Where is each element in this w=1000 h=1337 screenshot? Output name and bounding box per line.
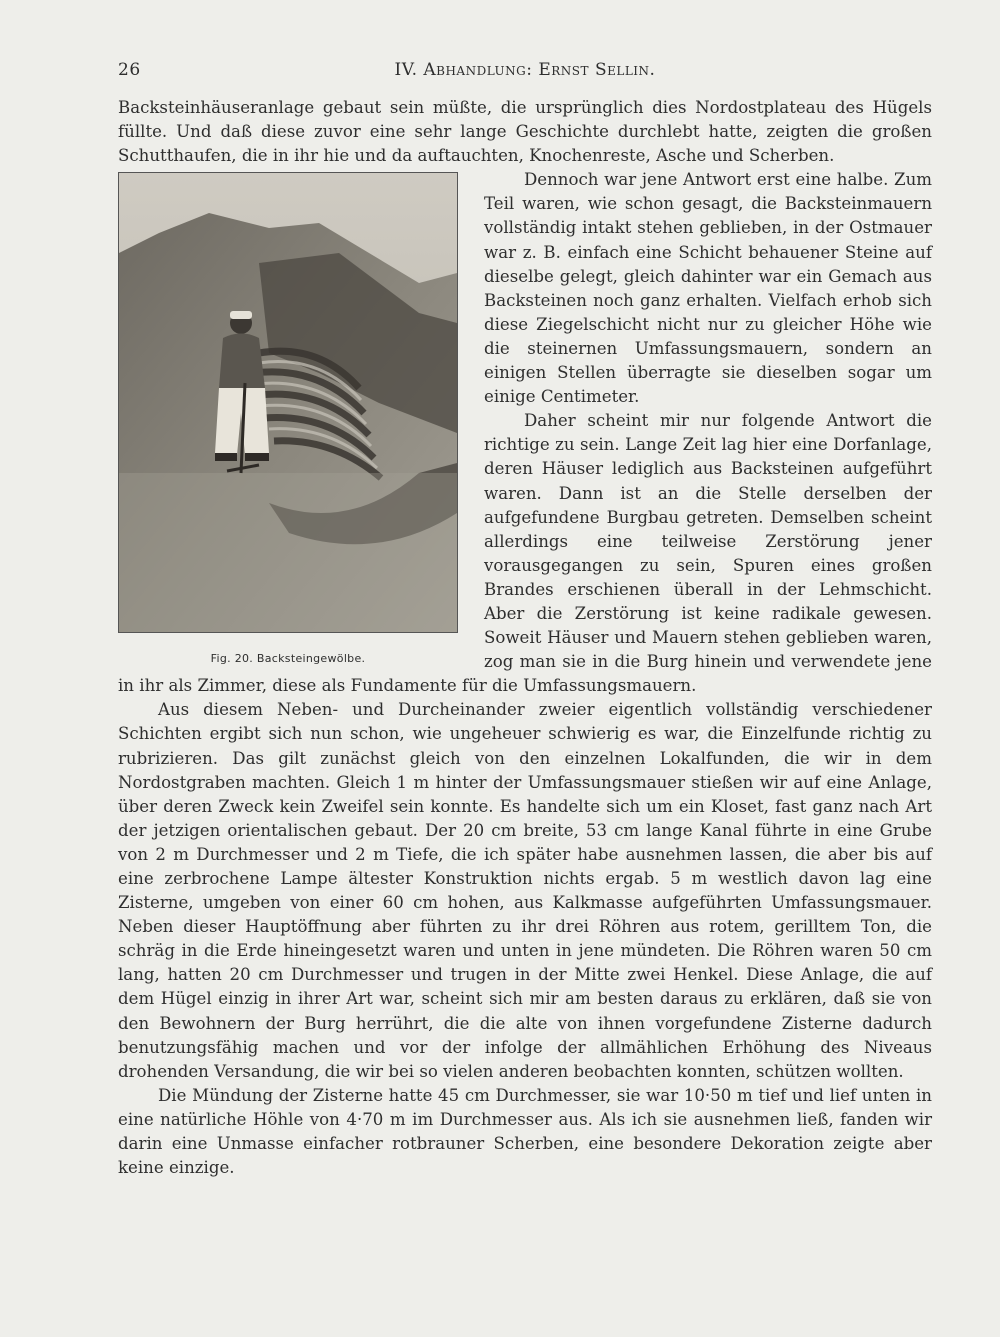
paragraph: Daher scheint mir nur folgende Antwort die richtige zu sein. Lange Zeit lag hier eine Dorfanlage, deren Häuser lediglich aus Backsteinen aufgeführt waren. Dann ist an die Stelle derselben der aufgefundene Burgbau getreten. Demselben scheint allerdings eine teilweise Zerstörung jener vorausgegangen zu sein, Spuren eines großen Brandes erschienen überall in der Lehmschicht. Aber die Zerstörung ist keine radikale gewesen. Soweit Häuser und Mauern stehen geblieben waren, zog man sie in die Burg hinein und verwendete jene in ihr als Zimmer, diese als Fundamente für die Umfassungsmauern. xyxy=(118,411,932,696)
page-header xyxy=(118,60,932,84)
figure-photo xyxy=(118,172,458,633)
paragraph-continuation: Backsteinhäuseranlage gebaut sein müßte, die ursprünglich dies Nordostplateau des Hügels füllte. Und daß diese zuvor eine sehr lange Geschichte durchlebt hatte, zeigten die großen Schutthaufen, die in ihr hie und da auftauchten, Knochenreste, Asche und Scherben. xyxy=(118,98,932,166)
paragraph: Die Mündung der Zisterne hatte 45 cm Durchmesser, sie war 10·50 m tief und lief unten in eine natürliche Höhle von 4·70 m im Durchmesser aus. Als ich sie ausnehmen ließ, fanden wir darin eine Unmasse einfacher rotbrauner Scherben, eine besondere Dekoration zeigte aber keine einzige. xyxy=(118,1085,932,1178)
running-title: IV. Abhandlung: Ernst Sellin. xyxy=(394,60,656,80)
paragraph: Dennoch war jene Antwort erst eine halbe. Zum Teil waren, wie schon gesagt, die Backsteinmauern vollständig intakt stehen geblieben, in der Ostmauer war z. B. einfach eine Schicht behauener Steine auf dieselbe gelegt, gleich dahinter war ein Gemach aus Backsteinen noch ganz erhalten. Vielfach erhob sich diese Ziegelschicht nicht nur zu gleicher Höhe wie die steinernen Umfassungsmauern, sondern an einigen Stellen überragte sie dieselben sogar um einige Centimeter. xyxy=(484,170,932,407)
figure-20 xyxy=(118,168,468,673)
excavation-photo-illustration xyxy=(119,173,457,632)
paragraph: Aus diesem Neben- und Durcheinander zweier eigentlich vollständig verschiedener Schichten ergibt sich nun schon, wie ungeheuer schwierig es war, die Einzelfunde richtig zu rubrizieren. Das gilt zunächst gleich von den einzelnen Lokalfunden, die wir in dem Nordostgraben machten. Gleich 1 m hinter der Umfassungsmauer stießen wir auf eine Anlage, über deren Zweck kein Zweifel sein konnte. Es handelte sich um ein Kloset, fast ganz nach Art der jetzigen orientalischen gebaut. Der 20 cm breite, 53 cm lange Kanal führte in eine Grube von 2 m Durchmesser und 2 m Tiefe, die ich später habe ausnehmen lassen, die aber bis auf eine zerbrochene Lampe ältester Konstruktion nichts ergab. 5 m westlich davon lag eine Zisterne, umgeben von einer 60 cm hohen, aus Kalkmasse aufgeführten Umfassungsmauer. Neben dieser Hauptöffnung aber führten zu ihr drei Röhren aus rotem, gerilltem Ton, die schräg in die Erde hineingesetzt waren und unten in jene mündeten. Die Röhren waren 50 cm lang, hatten 20 cm Durchmesser und trugen in der Mitte zwei Henkel. Diese Anlage, die auf dem Hügel einzig in ihrer Art war, scheint sich mir am besten daraus zu erklären, daß sie von den Bewohnern der Burg herrührt, die die alte von ihnen vorgefundene Zisterne dadurch benutzungsfähig machen und vor der infolge der allmählichen Erhöhung des Niveaus drohenden Versandung, die wir bei so vielen anderen beobachten konnten, schützen wollten. xyxy=(118,700,932,1081)
body-text xyxy=(118,96,932,1180)
figure-caption: Fig. 20. Backsteingewölbe. xyxy=(210,652,366,666)
page-number: 26 xyxy=(118,60,141,80)
